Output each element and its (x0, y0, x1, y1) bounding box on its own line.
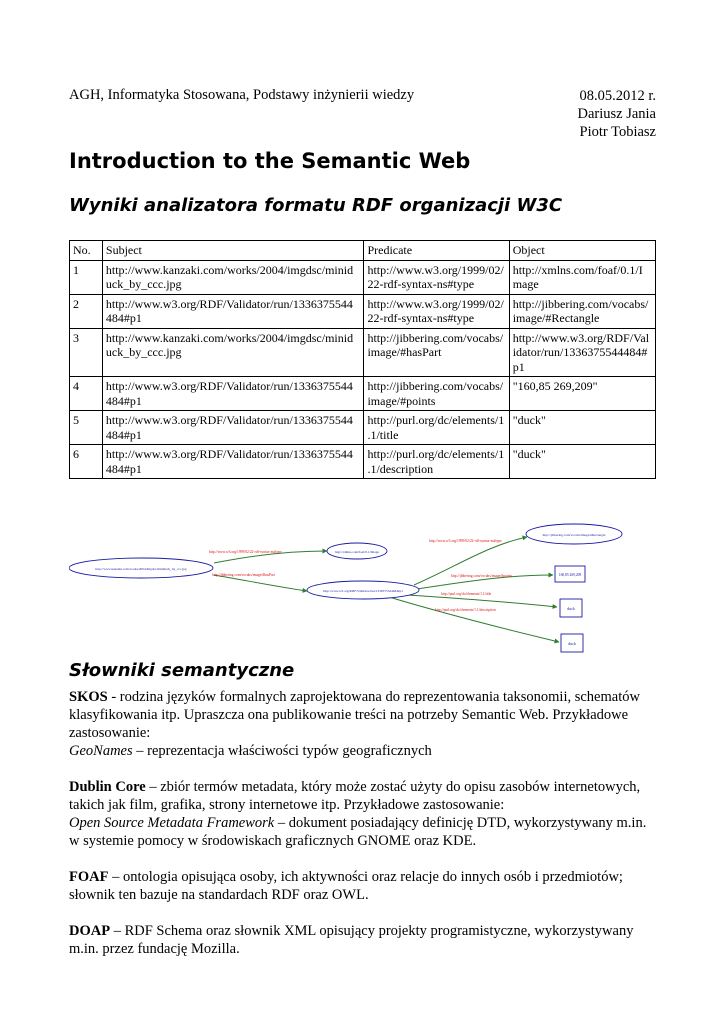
graph-node-label-subject-image: http://www.kanzaki.com/works/2004/imgdsc/miniduck_by_ccc.jpg (95, 567, 187, 571)
term-doap: DOAP (69, 923, 111, 939)
cell-no: 3 (70, 328, 103, 377)
graph-node-label-points-value: 160,85 269,209 (558, 573, 582, 577)
term-dublin-core: Dublin Core (69, 779, 146, 795)
table-row (70, 445, 656, 479)
column-header-subject: Subject (102, 241, 364, 261)
term-foaf: FOAF (69, 869, 109, 885)
graph-node-label-foaf-image: http://xmlns.com/foaf/0.1/Image (334, 550, 380, 554)
cell-no: 5 (70, 411, 103, 445)
cell-predicate: http://www.w3.org/1999/02/ 22-rdf-syntax-ns#type (364, 294, 509, 328)
skos-description: - rodzina języków formalnych zaprojektowana do reprezentowania taksonomii, schematów klasyfikowania itp. Upraszcza ona publikowanie treści na potrzeby Semantic Web. Przykładowe zastosowanie: (69, 689, 640, 741)
cell-no: 4 (70, 377, 103, 411)
cell-predicate: http://purl.org/dc/elements/1 .1/title (364, 411, 509, 445)
term-skos: SKOS (69, 689, 108, 705)
table-header-row (70, 241, 656, 261)
document-title: Introduction to the Semantic Web (69, 149, 471, 173)
cell-subject: http://www.kanzaki.com/works/2004/imgdsc/minid uck_by_ccc.jpg (102, 328, 364, 377)
graph-node-label-rectangle: http://jibbering.com/vocabs/image/#Rectangle (542, 533, 606, 537)
header-author-2: Piotr Tobiasz (579, 124, 656, 140)
graph-edge-label-haspart: http://jibbering.com/vocabs/image/#hasPart (212, 573, 275, 577)
rdf-graph-diagram (69, 515, 656, 665)
cell-object: "duck" (509, 445, 655, 479)
doap-description: – RDF Schema oraz słownik XML opisujący projekty programistyczne, wykorzystywany m.in. przez fundację Mozilla. (69, 923, 634, 957)
cell-subject: http://www.w3.org/RDF/Validator/run/1336375544 484#p1 (102, 445, 364, 479)
graph-edge-label-title: http://purl.org/dc/elements/1.1/title (441, 592, 492, 596)
cell-subject: http://www.kanzaki.com/works/2004/imgdsc/minid uck_by_ccc.jpg (102, 260, 364, 294)
paragraph-doap (69, 922, 659, 958)
cell-subject: http://www.w3.org/RDF/Validator/run/1336375544 484#p1 (102, 377, 364, 411)
header-author-1: Dariusz Jania (577, 106, 656, 122)
table-row (70, 377, 656, 411)
foaf-description: – ontologia opisująca osoby, ich aktywności oraz relacje do innych osób i przedmiotów; słownik ten bazuje na standardach RDF oraz OWL. (69, 869, 623, 903)
graph-edge-label-points: http://jibbering.com/vocabs/image/#points (451, 574, 512, 578)
graph-node-label-p1: http://www.w3.org/RDF/Validator/run/1336375544484#p1 (323, 589, 403, 593)
cell-object: http://www.w3.org/RDF/Val idator/run/1336375544484# p1 (509, 328, 655, 377)
paragraph-foaf (69, 868, 659, 904)
dublin-core-description: – zbiór termów metadata, który może zostać użyty do opisu zasobów internetowych, takich jak film, grafika, strony internetowe itp. Przykładowe zastosowanie: (69, 779, 641, 813)
cell-subject: http://www.w3.org/RDF/Validator/run/1336375544 484#p1 (102, 294, 364, 328)
section-title: Słowniki semantyczne (69, 660, 295, 681)
cell-subject: http://www.w3.org/RDF/Validator/run/1336375544 484#p1 (102, 411, 364, 445)
paragraph-skos (69, 688, 659, 760)
cell-object: http://xmlns.com/foaf/0.1/I mage (509, 260, 655, 294)
graph-edge-label-description: http://purl.org/dc/elements/1.1/description (435, 608, 496, 612)
cell-no: 2 (70, 294, 103, 328)
column-header-predicate: Predicate (364, 241, 509, 261)
cell-object: http://jibbering.com/vocabs/ image/#Rectangle (509, 294, 655, 328)
skos-example-name: GeoNames (69, 743, 133, 759)
graph-node-label-duck-1: duck (567, 606, 575, 611)
vocabularies-body (69, 688, 659, 976)
header-date: 08.05.2012 r. (579, 88, 656, 104)
table-row (70, 328, 656, 377)
cell-no: 6 (70, 445, 103, 479)
dublin-core-example-text: – dokument posiadający definicję DTD, wykorzystywany m.in. w systemie pomocy w środowiskach graficznych GNOME oraz KDE. (69, 815, 647, 849)
cell-predicate: http://purl.org/dc/elements/1 .1/description (364, 445, 509, 479)
dublin-core-example-name: Open Source Metadata Framework (69, 815, 275, 831)
cell-predicate: http://jibbering.com/vocabs/ image/#points (364, 377, 509, 411)
cell-object: "160,85 269,209" (509, 377, 655, 411)
graph-node-label-duck-2: duck (568, 641, 576, 646)
graph-edge-label-type2: http://www.w3.org/1999/02/22-rdf-syntax-ns#type (429, 539, 502, 543)
graph-edge-haspart (214, 575, 307, 591)
document-subtitle: Wyniki analizatora formatu RDF organizacji W3C (69, 195, 563, 216)
paragraph-dublin-core (69, 778, 659, 850)
table-row (70, 411, 656, 445)
cell-predicate: http://www.w3.org/1999/02/ 22-rdf-syntax-ns#type (364, 260, 509, 294)
rdf-triples-table (69, 240, 656, 479)
graph-edge-description (389, 597, 559, 642)
cell-no: 1 (70, 260, 103, 294)
skos-example-text: – reprezentacja właściwości typów geograficznych (132, 743, 432, 759)
graph-edge-title (407, 595, 557, 607)
graph-edge-label-type1: http://www.w3.org/1999/02/22-rdf-syntax-ns#type (209, 550, 282, 554)
column-header-no: No. (70, 241, 103, 261)
column-header-object: Object (509, 241, 655, 261)
cell-object: "duck" (509, 411, 655, 445)
header-institution: AGH, Informatyka Stosowana, Podstawy inżynierii wiedzy (69, 87, 415, 103)
table-row (70, 260, 656, 294)
cell-predicate: http://jibbering.com/vocabs/ image/#hasPart (364, 328, 509, 377)
table-row (70, 294, 656, 328)
header-meta (577, 87, 656, 141)
